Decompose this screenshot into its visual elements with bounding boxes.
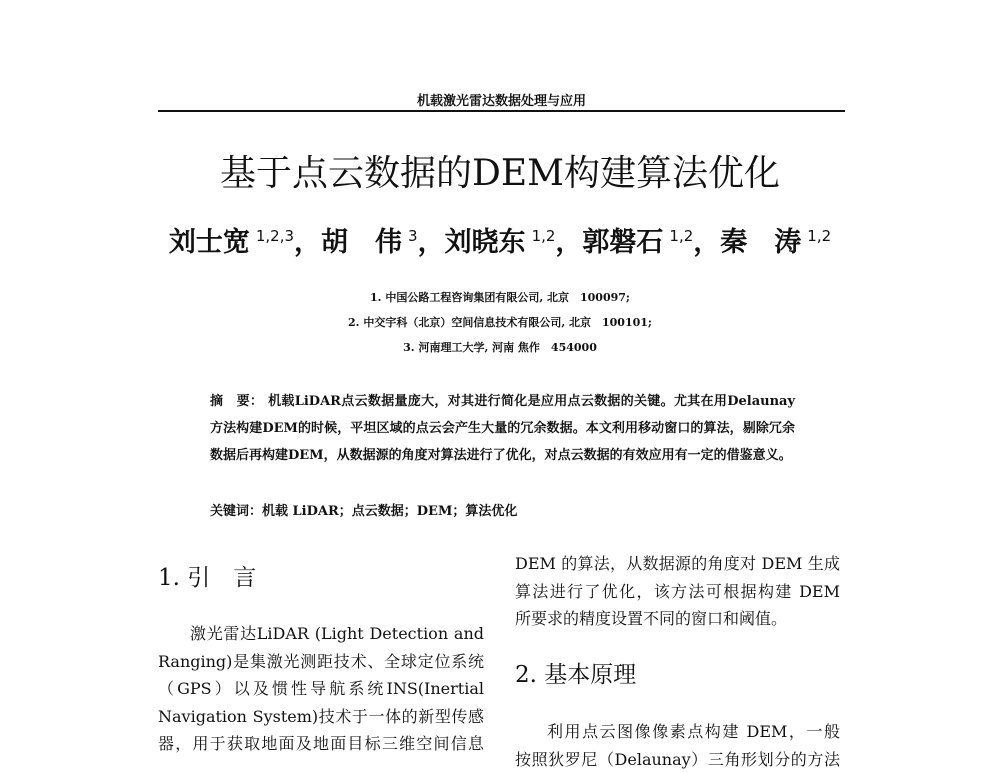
body-line: Ranging)是集激光测距技术、全球定位系统 [158, 648, 484, 676]
body-line: 利用点云图像像素点构建 DEM，一般 [515, 718, 840, 746]
paper-title: 基于点云数据的DEM构建算法优化 [0, 145, 1000, 196]
affiliation-1: 1. 中国公路工程咨询集团有限公司, 北京 100097; [0, 289, 1000, 305]
affiliation-2: 2. 中交宇科（北京）空间信息技术有限公司, 北京 100101; [0, 314, 1000, 330]
author-name: 刘士宽 [169, 227, 250, 258]
author-separator: ， [294, 227, 321, 258]
author-affiliation-mark: 1,2 [532, 227, 556, 245]
author-affiliation-mark: 1,2 [807, 227, 831, 245]
keywords-text: 机载 LiDAR；点云数据；DEM；算法优化 [262, 504, 517, 519]
abstract-label: 摘 要： [210, 394, 263, 409]
abstract-text: 机载LiDAR点云数据量庞大，对其进行简化是应用点云数据的关键。尤其在用Delaunay方法构建DEM的时候，平坦区域的点云会产生大量的冗余数据。本文利用移动窗口的算法，剔除冗余数据后再构建DEM，从数据源的角度对算法进行了优化，对点云数据的有效应用有一定的借鉴意义。 [210, 394, 795, 463]
running-header: 机载激光雷达数据处理与应用 [158, 90, 845, 109]
body-line: 激光雷达LiDAR (Light Detection and [158, 620, 484, 648]
body-line: 算法进行了优化，该方法可根据构建 DEM [515, 578, 840, 606]
author-separator: ， [693, 227, 720, 258]
body-line: （GPS）以及惯性导航系统INS(Inertial [158, 675, 484, 703]
author-name: 郭磐石 [582, 227, 663, 258]
header-rule [158, 110, 845, 112]
author-name: 刘晓东 [445, 227, 526, 258]
author-name: 秦 涛 [720, 227, 801, 258]
section-heading-intro: 1. 引 言 [158, 565, 256, 593]
author-affiliation-mark: 1,2 [669, 227, 693, 245]
left-column-body [158, 620, 484, 758]
author-separator: ， [418, 227, 445, 258]
right-column-bottom [515, 718, 840, 773]
body-line: 所要求的精度设置不同的窗口和阈值。 [515, 605, 840, 633]
abstract [210, 388, 795, 469]
author-affiliation-mark: 1,2,3 [256, 227, 294, 245]
section-heading-principle: 2. 基本原理 [515, 662, 636, 690]
affiliation-3: 3. 河南理工大学, 河南 焦作 454000 [0, 339, 1000, 355]
author-separator: ， [555, 227, 582, 258]
right-column-top [515, 550, 840, 633]
keywords-label: 关键词： [210, 504, 262, 519]
body-line: DEM 的算法，从数据源的角度对 DEM 生成 [515, 550, 840, 578]
author-name: 胡 伟 [321, 227, 402, 258]
body-line: Navigation System)技术于一体的新型传感 [158, 703, 484, 731]
keywords [210, 500, 517, 519]
body-line: 器，用于获取地面及地面目标三维空间信息 [158, 730, 484, 758]
body-line: 按照狄罗尼（Delaunay）三角形划分的方法 [515, 746, 840, 773]
author-list [0, 220, 1000, 259]
author-affiliation-mark: 3 [408, 227, 418, 245]
